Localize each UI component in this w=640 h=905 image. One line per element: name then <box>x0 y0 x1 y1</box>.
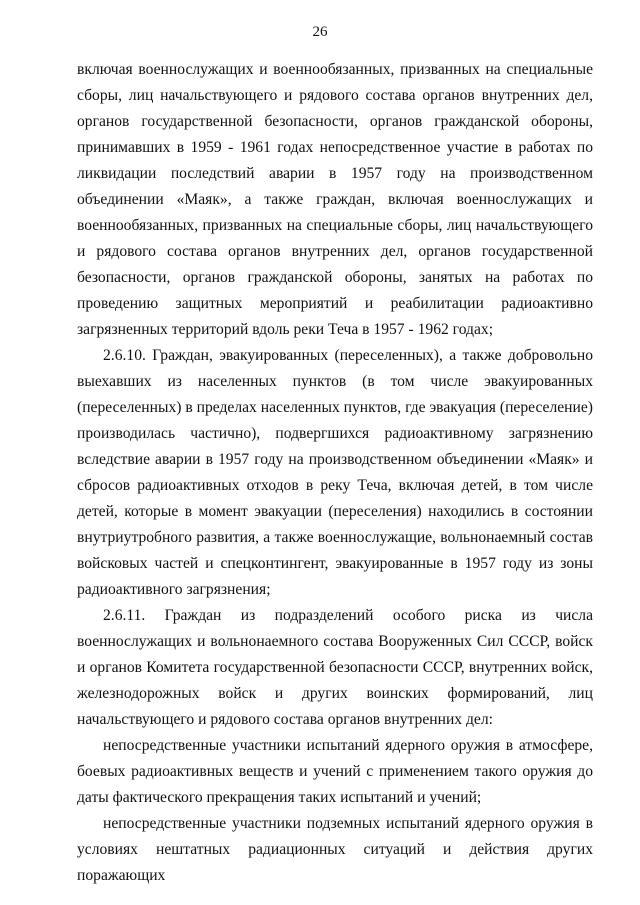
paragraph-underground-tests: непосредственные участники подземных испытаний ядерного оружия в условиях нештатных радиационных ситуаций и действия других поражающих <box>77 815 593 884</box>
paragraph-2-6-11: 2.6.11. Граждан из подразделений особого риска из числа военнослужащих и вольнонаемного состава Вооруженных Сил СССР, войск и органов Комитета государственной безопасности СССР, внутренних войск, железнодорожных войск и других воинских формирований, лиц начальствующего и рядового состава органов внутренних дел: <box>77 607 593 728</box>
paragraph-2-6-10: 2.6.10. Граждан, эвакуированных (переселенных), а также добровольно выехавших из населенных пунктов (в том числе эвакуированных (переселенных) в пределах населенных пунктов, где эвакуация (переселение) производилась частично), подвергшихся радиоактивному загрязнению вследствие аварии в 1957 году на производственном объединении «Маяк» и сбросов радиоактивных отходов в реку Теча, включая детей, в том числе детей, которые в момент эвакуации (переселения) находились в состоянии внутриутробного развития, а также военнослужащие, вольнонаемный состав войсковых частей и спецконтингент, эвакуированные в 1957 году из зоны радиоактивного загрязнения; <box>77 347 593 598</box>
paragraph-atmospheric-tests: непосредственные участники испытаний ядерного оружия в атмосфере, боевых радиоактивных веществ и учений с применением такого оружия до даты фактического прекращения таких испытаний и учений; <box>77 737 593 806</box>
paragraph-continuation: включая военнослужащих и военнообязанных, призванных на специальные сборы, лиц начальствующего и рядового состава органов внутренних дел, органов государственной безопасности, органов гражданской обороны, принимавших в 1959 - 1961 годах непосредственное участие в работах по ликвидации последствий аварии в 1957 году на производственном объединении «Маяк», а также граждан, включая военнослужащих и военнообязанных, призванных на специальные сборы, лиц начальствующего и рядового состава органов внутренних дел, органов государственной безопасности, органов гражданской обороны, занятых на работах по проведению защитных мероприятий и реабилитации радиоактивно загрязненных территорий вдоль реки Теча в 1957 - 1962 годах; <box>77 61 593 338</box>
document-body <box>77 57 593 889</box>
page-number: 26 <box>312 24 328 40</box>
